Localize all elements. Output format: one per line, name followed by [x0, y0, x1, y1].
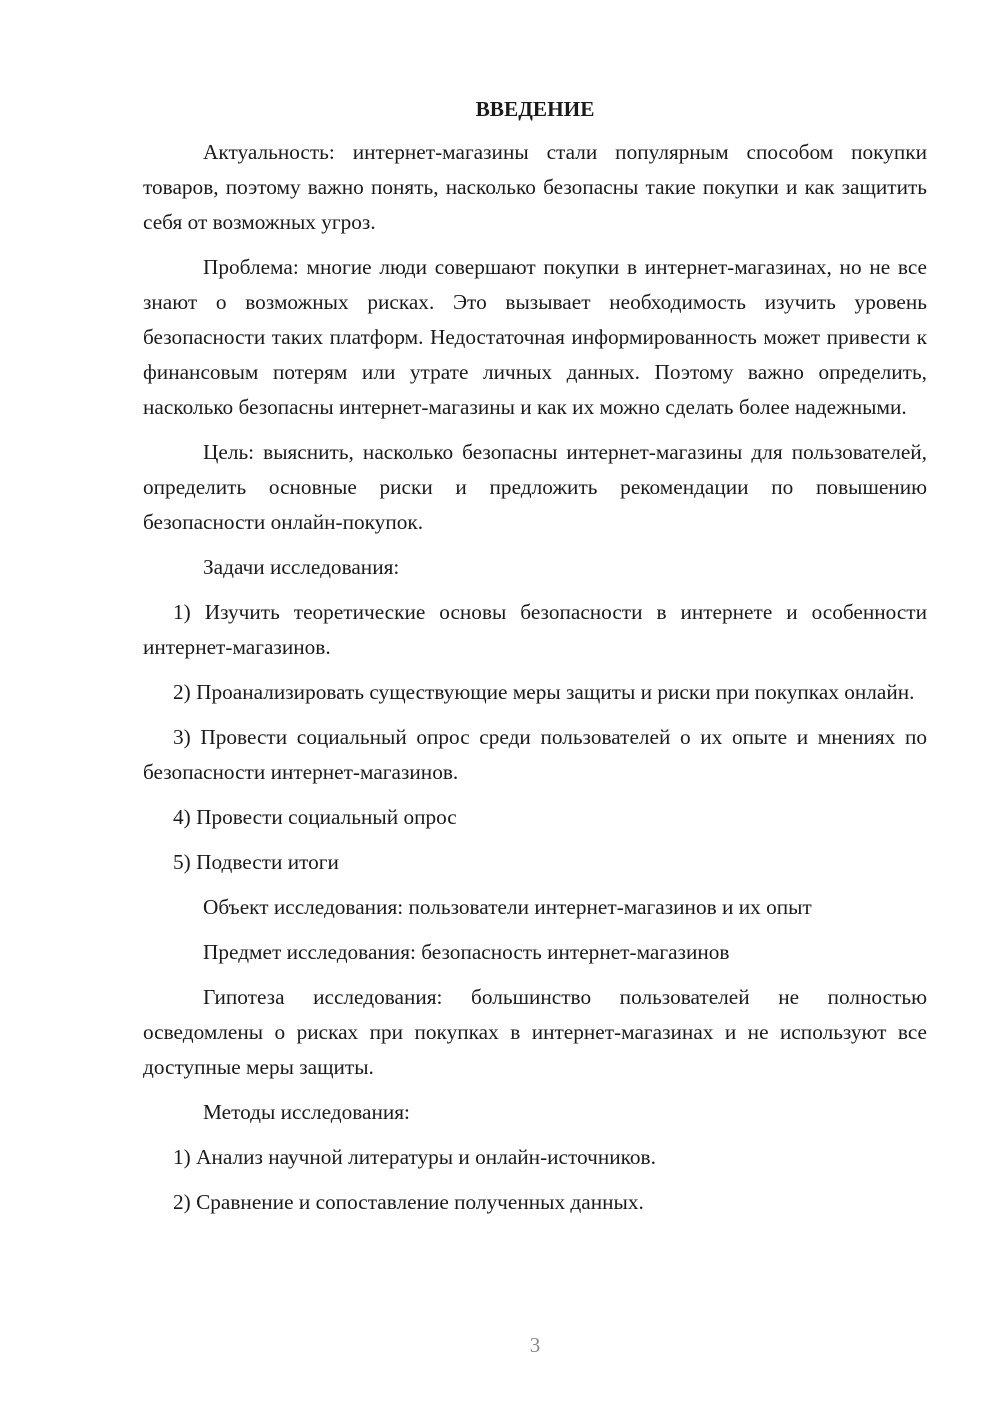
method-item-2: 2) Сравнение и сопоставление полученных данных.	[173, 1190, 644, 1214]
document-page	[143, 92, 927, 1230]
task-item-1: 1) Изучить теоретические основы безопасности в интернете и особенности интернет-магазинов.	[143, 600, 927, 659]
task-item-4: 4) Провести социальный опрос	[173, 805, 457, 829]
task-item-2: 2) Проанализировать существующие меры защиты и риски при покупках онлайн.	[173, 680, 915, 704]
goal-paragraph: Цель: выяснить, насколько безопасны интернет-магазины для пользователей, определить основные риски и предложить рекомендации по повышению безопасности онлайн-покупок.	[143, 440, 927, 534]
subject-paragraph: Предмет исследования: безопасность интернет-магазинов	[203, 940, 730, 964]
problem-paragraph: Проблема: многие люди совершают покупки в интернет-магазинах, но не все знают о возможных рисках. Это вызывает необходимость изучить уровень безопасности таких платформ. Недостаточная информированность может привести к финансовым потерям или утрате личных данных. Поэтому важно определить, насколько безопасны интернет-магазины и как их можно сделать более надежными.	[143, 255, 927, 419]
section-title: ВВЕДЕНИЕ	[475, 97, 595, 121]
task-item-3: 3) Провести социальный опрос среди пользователей о их опыте и мнениях по безопасности интернет-магазинов.	[143, 725, 927, 784]
methods-heading: Методы исследования:	[203, 1100, 410, 1124]
hypothesis-paragraph: Гипотеза исследования: большинство пользователей не полностью осведомлены о рисках при покупках в интернет-магазинах и не используют все доступные меры защиты.	[143, 985, 927, 1079]
method-item-1: 1) Анализ научной литературы и онлайн-источников.	[173, 1145, 656, 1169]
tasks-heading: Задачи исследования:	[203, 555, 400, 579]
object-paragraph: Объект исследования: пользователи интернет-магазинов и их опыт	[203, 895, 812, 919]
task-item-5: 5) Подвести итоги	[173, 850, 339, 874]
relevance-paragraph: Актуальность: интернет-магазины стали популярным способом покупки товаров, поэтому важно понять, насколько безопасны такие покупки и как защитить себя от возможных угроз.	[143, 140, 927, 234]
page-number: 3	[529, 1333, 541, 1357]
